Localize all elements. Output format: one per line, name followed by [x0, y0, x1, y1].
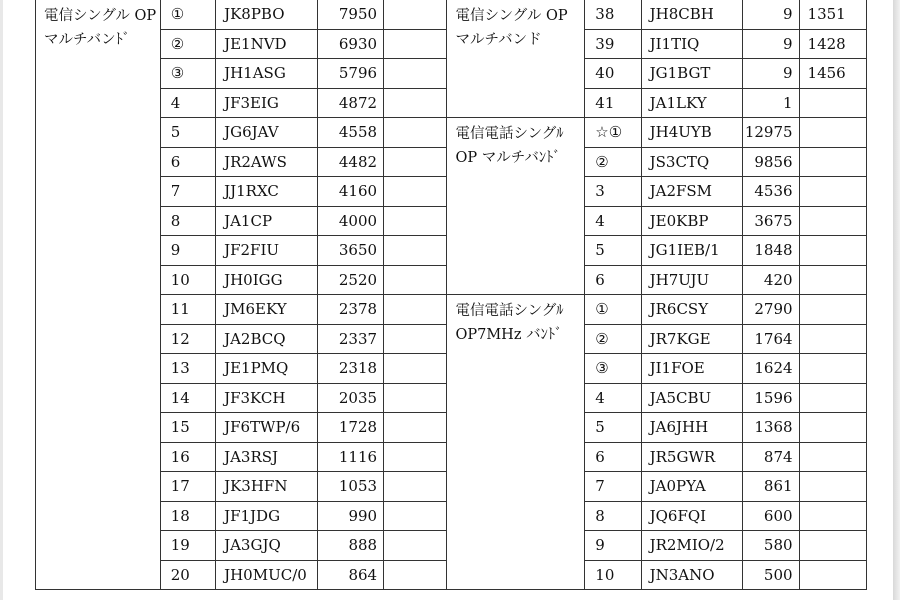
- left-extra-cell: [384, 531, 447, 561]
- right-score-cell: 9: [743, 59, 799, 89]
- left-callsign-cell: JA3RSJ: [216, 442, 318, 472]
- left-extra-cell: [384, 442, 447, 472]
- right-rank-cell: 6: [585, 265, 641, 295]
- results-table: [35, 0, 867, 590]
- right-callsign-cell: JH7UJU: [641, 265, 743, 295]
- left-callsign-cell: JF1JDG: [216, 501, 318, 531]
- right-callsign-cell: JA5CBU: [641, 383, 743, 413]
- right-score-cell: 874: [743, 442, 799, 472]
- left-score-cell: 1728: [317, 413, 383, 443]
- left-callsign-cell: JH1ASG: [216, 59, 318, 89]
- left-extra-cell: [384, 354, 447, 384]
- right-callsign-cell: JR6CSY: [641, 295, 743, 325]
- left-extra-cell: [384, 472, 447, 502]
- category-label-line: マルチバンド: [455, 32, 542, 48]
- left-callsign-cell: JE1NVD: [216, 29, 318, 59]
- right-extra-cell: [799, 177, 866, 207]
- right-callsign-cell: JG1BGT: [641, 59, 743, 89]
- table-row: [36, 118, 867, 148]
- right-rank-cell: ②: [585, 147, 641, 177]
- left-extra-cell: [384, 0, 447, 29]
- left-callsign-cell: JA1CP: [216, 206, 318, 236]
- left-score-cell: 864: [317, 560, 383, 590]
- left-callsign-cell: JH0IGG: [216, 265, 318, 295]
- left-callsign-cell: JK3HFN: [216, 472, 318, 502]
- left-callsign-cell: JA2BCQ: [216, 324, 318, 354]
- left-rank-cell: ②: [160, 29, 215, 59]
- right-callsign-cell: JN3ANO: [641, 560, 743, 590]
- right-extra-cell: [799, 560, 866, 590]
- right-score-cell: 4536: [743, 177, 799, 207]
- right-score-cell: 580: [743, 531, 799, 561]
- left-score-cell: 2337: [317, 324, 383, 354]
- right-callsign-cell: JH8CBH: [641, 0, 743, 29]
- right-score-cell: 9856: [743, 147, 799, 177]
- left-score-cell: 2035: [317, 383, 383, 413]
- left-rank-cell: 8: [160, 206, 215, 236]
- left-rank-cell: 13: [160, 354, 215, 384]
- table-row: [36, 295, 867, 325]
- right-extra-cell: [799, 265, 866, 295]
- left-rank-cell: ③: [160, 59, 215, 89]
- right-category-cell: [447, 118, 585, 295]
- right-score-cell: 1848: [743, 236, 799, 266]
- left-extra-cell: [384, 324, 447, 354]
- left-extra-cell: [384, 560, 447, 590]
- left-score-cell: 1116: [317, 442, 383, 472]
- left-score-cell: 2318: [317, 354, 383, 384]
- category-label-line: OP マルチバﾝﾄﾞ: [455, 150, 561, 166]
- left-rank-cell: 7: [160, 177, 215, 207]
- category-label-line: OP7MHz バﾝﾄﾞ: [455, 327, 563, 343]
- right-extra-cell: [799, 472, 866, 502]
- left-rank-cell: ①: [160, 0, 215, 29]
- right-score-cell: 3675: [743, 206, 799, 236]
- right-rank-cell: 3: [585, 177, 641, 207]
- right-extra-cell: [799, 413, 866, 443]
- category-label-line: 電信シングル OP: [455, 8, 568, 24]
- left-callsign-cell: JK8PBO: [216, 0, 318, 29]
- right-extra-cell: [799, 354, 866, 384]
- right-rank-cell: 10: [585, 560, 641, 590]
- right-extra-cell: [799, 147, 866, 177]
- left-rank-cell: 20: [160, 560, 215, 590]
- right-callsign-cell: JS3CTQ: [641, 147, 743, 177]
- left-rank-cell: 9: [160, 236, 215, 266]
- right-callsign-cell: JR5GWR: [641, 442, 743, 472]
- left-score-cell: 2520: [317, 265, 383, 295]
- category-label-line: 電信電話シングﾙ: [455, 303, 564, 319]
- left-rank-cell: 5: [160, 118, 215, 148]
- right-rank-cell: 9: [585, 531, 641, 561]
- right-rank-cell: 41: [585, 88, 641, 118]
- left-rank-cell: 6: [160, 147, 215, 177]
- left-rank-cell: 14: [160, 383, 215, 413]
- right-score-cell: 1624: [743, 354, 799, 384]
- left-category-cell: [36, 0, 161, 590]
- right-extra-cell: [799, 531, 866, 561]
- right-extra-cell: [799, 206, 866, 236]
- left-extra-cell: [384, 177, 447, 207]
- right-rank-cell: 38: [585, 0, 641, 29]
- category-label-line: 電信電話シングﾙ: [455, 126, 564, 142]
- right-extra-cell: [799, 118, 866, 148]
- page-edge-shadow-right: [893, 0, 900, 600]
- left-score-cell: 4160: [317, 177, 383, 207]
- left-score-cell: 888: [317, 531, 383, 561]
- right-rank-cell: 8: [585, 501, 641, 531]
- left-score-cell: 1053: [317, 472, 383, 502]
- right-callsign-cell: JA0PYA: [641, 472, 743, 502]
- right-callsign-cell: JG1IEB/1: [641, 236, 743, 266]
- right-score-cell: 9: [743, 29, 799, 59]
- left-callsign-cell: JF6TWP/6: [216, 413, 318, 443]
- right-callsign-cell: JQ6FQI: [641, 501, 743, 531]
- left-rank-cell: 16: [160, 442, 215, 472]
- right-callsign-cell: JR2MIO/2: [641, 531, 743, 561]
- left-score-cell: 6930: [317, 29, 383, 59]
- right-score-cell: 1596: [743, 383, 799, 413]
- left-rank-cell: 11: [160, 295, 215, 325]
- right-score-cell: 600: [743, 501, 799, 531]
- right-score-cell: 500: [743, 560, 799, 590]
- left-score-cell: 4872: [317, 88, 383, 118]
- right-callsign-cell: JR7KGE: [641, 324, 743, 354]
- left-rank-cell: 18: [160, 501, 215, 531]
- right-score-cell: 1368: [743, 413, 799, 443]
- left-callsign-cell: JG6JAV: [216, 118, 318, 148]
- right-rank-cell: 40: [585, 59, 641, 89]
- right-rank-cell: 4: [585, 206, 641, 236]
- left-score-cell: 4000: [317, 206, 383, 236]
- left-callsign-cell: JH0MUC/0: [216, 560, 318, 590]
- right-rank-cell: 5: [585, 236, 641, 266]
- right-rank-cell: ③: [585, 354, 641, 384]
- right-callsign-cell: JA6JHH: [641, 413, 743, 443]
- left-rank-cell: 19: [160, 531, 215, 561]
- right-score-cell: 9: [743, 0, 799, 29]
- right-callsign-cell: JI1TIQ: [641, 29, 743, 59]
- left-score-cell: 5796: [317, 59, 383, 89]
- left-callsign-cell: JE1PMQ: [216, 354, 318, 384]
- right-score-cell: 1: [743, 88, 799, 118]
- right-score-cell: 420: [743, 265, 799, 295]
- right-score-cell: 2790: [743, 295, 799, 325]
- left-callsign-cell: JF3KCH: [216, 383, 318, 413]
- right-rank-cell: ①: [585, 295, 641, 325]
- right-rank-cell: 4: [585, 383, 641, 413]
- left-rank-cell: 15: [160, 413, 215, 443]
- left-score-cell: 990: [317, 501, 383, 531]
- category-label-line: 電信シングル OP: [44, 8, 157, 24]
- results-body: [36, 0, 867, 590]
- right-callsign-cell: JA2FSM: [641, 177, 743, 207]
- right-extra-cell: 1456: [799, 59, 866, 89]
- left-callsign-cell: JR2AWS: [216, 147, 318, 177]
- right-callsign-cell: JH4UYB: [641, 118, 743, 148]
- right-extra-cell: [799, 295, 866, 325]
- left-extra-cell: [384, 59, 447, 89]
- left-extra-cell: [384, 265, 447, 295]
- right-extra-cell: 1428: [799, 29, 866, 59]
- right-extra-cell: [799, 442, 866, 472]
- table-row: [36, 0, 867, 29]
- left-extra-cell: [384, 501, 447, 531]
- left-callsign-cell: JF2FIU: [216, 236, 318, 266]
- right-category-cell: [447, 0, 585, 118]
- left-extra-cell: [384, 413, 447, 443]
- left-extra-cell: [384, 118, 447, 148]
- right-extra-cell: [799, 88, 866, 118]
- left-extra-cell: [384, 147, 447, 177]
- left-callsign-cell: JM6EKY: [216, 295, 318, 325]
- left-score-cell: 3650: [317, 236, 383, 266]
- left-score-cell: 2378: [317, 295, 383, 325]
- left-rank-cell: 4: [160, 88, 215, 118]
- right-callsign-cell: JE0KBP: [641, 206, 743, 236]
- right-score-cell: 1764: [743, 324, 799, 354]
- page-edge-shadow-left: [0, 0, 3, 600]
- right-rank-cell: ☆①: [585, 118, 641, 148]
- right-rank-cell: 7: [585, 472, 641, 502]
- left-rank-cell: 17: [160, 472, 215, 502]
- left-callsign-cell: JF3EIG: [216, 88, 318, 118]
- right-extra-cell: [799, 501, 866, 531]
- right-extra-cell: 1351: [799, 0, 866, 29]
- left-callsign-cell: JA3GJQ: [216, 531, 318, 561]
- right-callsign-cell: JA1LKY: [641, 88, 743, 118]
- left-extra-cell: [384, 236, 447, 266]
- left-score-cell: 4558: [317, 118, 383, 148]
- right-extra-cell: [799, 324, 866, 354]
- right-score-cell: 12975: [743, 118, 799, 148]
- left-score-cell: 7950: [317, 0, 383, 29]
- right-category-cell: [447, 295, 585, 590]
- left-extra-cell: [384, 88, 447, 118]
- right-callsign-cell: JI1FOE: [641, 354, 743, 384]
- left-extra-cell: [384, 29, 447, 59]
- right-rank-cell: ②: [585, 324, 641, 354]
- right-extra-cell: [799, 236, 866, 266]
- left-extra-cell: [384, 383, 447, 413]
- right-rank-cell: 6: [585, 442, 641, 472]
- left-extra-cell: [384, 295, 447, 325]
- left-callsign-cell: JJ1RXC: [216, 177, 318, 207]
- right-rank-cell: 5: [585, 413, 641, 443]
- right-score-cell: 861: [743, 472, 799, 502]
- right-extra-cell: [799, 383, 866, 413]
- left-rank-cell: 12: [160, 324, 215, 354]
- category-label-line: マルチバンﾄﾞ: [44, 32, 131, 48]
- left-score-cell: 4482: [317, 147, 383, 177]
- right-rank-cell: 39: [585, 29, 641, 59]
- left-extra-cell: [384, 206, 447, 236]
- left-rank-cell: 10: [160, 265, 215, 295]
